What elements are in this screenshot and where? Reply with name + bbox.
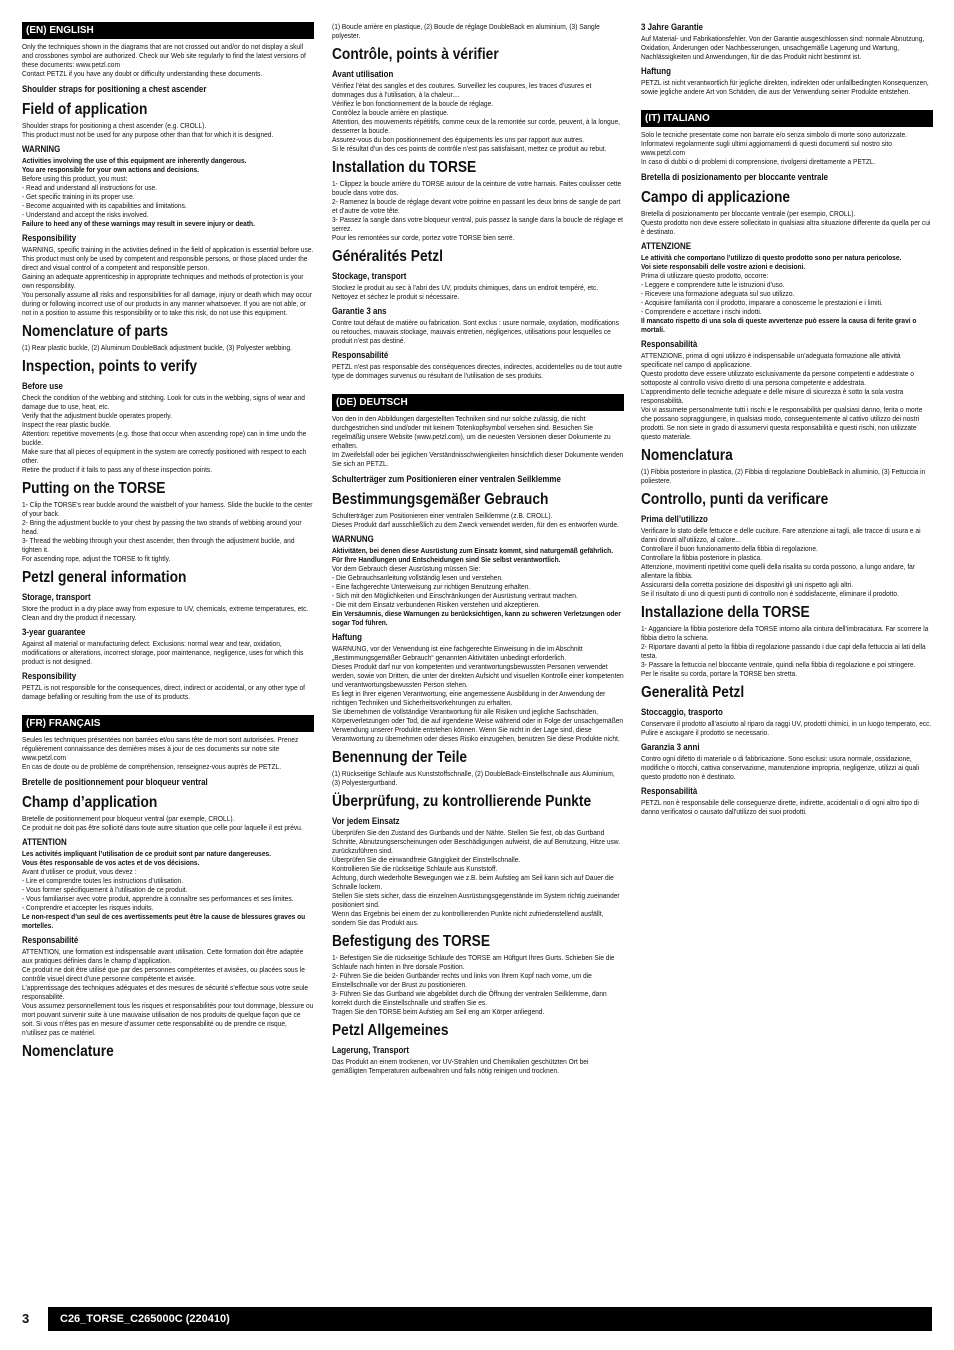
en-nomenclature-heading: Nomenclature of parts (22, 323, 169, 340)
it-field-text: Bretella di posizionamento per bloccante ventrale (per esempio, CROLL). Questo prodotto non deve essere sollecitato in qualsiasi altra situazione differente da quella per cui è destinato. (641, 209, 931, 236)
it-before-use-text: Verificare lo stato delle fettucce e delle cuciture. Fare attenzione ai tagli, alle tracce di usura e ai danni dovuti all’utilizzo, al calore... Controllare il buon funzionamento della fibbia di regolazione. Controllare la fibbia posteriore in plastica. Attenzione, movimenti ripetitivi come quelli della risalita su corda possono, a lungo andare, far allentare la fibbia. Assicurarsi della corretta posizione dei dispositivi gli uni rispetto agli altri. Se il risultato di uno di questi punti di controllo non è soddisfacente, eliminare il prodotto. (641, 526, 921, 598)
de-warning-heading: WARNUNG (332, 534, 374, 544)
de-warning-bold-2: Ein Versäumnis, diese Warnungen zu berücksichtigen, kann zu schweren Verletzungen oder sogar Tod führen. (332, 609, 621, 627)
it-guarantee-text: Contro ogni difetto di materiale o di fabbricazione. Sono esclusi: usura normale, ossidazione, modifiche o ritocchi, cattiva conservazione, manutenzione impropria, negligenze, utilizzi ai quali questo prodotto non è destinato. (641, 754, 920, 781)
fr-subtitle: Bretelle de positionnement pour bloqueur ventral (22, 777, 208, 787)
en-warning-bold-1: Activities involving the use of this equipment are inherently dangerous. You are responsible for your own actions and decisions. (22, 156, 247, 174)
en-storage-heading: Storage, transport (22, 592, 91, 602)
en-responsibility-heading: Responsibility (22, 233, 77, 243)
de-check-heading: Überprüfung, zu kontrollierende Punkte (332, 793, 592, 810)
language-header-en: (EN) ENGLISH (22, 22, 314, 39)
de-liability-heading: Haftung (332, 632, 362, 642)
de-intro: Von den in den Abbildungen dargestellten Techniken sind nur solche zulässig, die nicht durchgestrichen sind und/oder mit keinem Totenkopfsymbol versehen sind. Besuchen Sie regelmäßig unsere Website (www.petzl.com), um die neuesten Versionen dieser Dokumente zu erhalten. Im Zweifelsfall oder bei jeglichen Verständnisschwierigkeiten hinsichtlich dieser Dokumente wenden Sie sich an PETZL. (332, 414, 624, 468)
en-nomenclature-text: (1) Rear plastic buckle, (2) Aluminum DoubleBack adjustment buckle, (3) Polyester webbing. (22, 343, 292, 352)
de-liability-text: WARNUNG, vor der Verwendung ist eine fachgerechte Einweisung in die im Abschnitt „Bestimmungsgemäßer Gebrauch“ genannten Aktivitäten unbedingt erforderlich. Dieses Produkt darf nur von kompetenten und verantwortungsbewussten Personen verwendet werden, sowie von Dritten, die unter der direkten Aufsicht und visuellen Kontrolle einer kompetenten und verantwortungsbewussten Person stehen. Es liegt in Ihrer eigenen Verantwortung, eine angemessene Ausbildung in der Anwendung der richtigen Techniken und Sicherheitsvorkehrungen zu erhalten. Sie übernehmen die vollständige Verantwortung für alle Risiken und jegliche Sachschäden, Körperverletzungen oder Tod, die auf irgendeine Weise während oder in Folge der unsachgemäßen Verwendung unserer Produkte entstehen können. Wenn Sie nicht in der Lage sind, diese Verantwortung zu übernehmen oder dieses Risiko einzugehen, benutzen Sie diese Produkte nicht. (332, 644, 624, 743)
it-responsibility-2-heading: Responsabilità (641, 786, 698, 796)
en-warning-text: Before using this product, you must: - Read and understand all instructions for use. - Get specific training in its proper use. - Become acquainted with its capabilities and limitations. - Understand and accept the risks involved. (22, 174, 187, 219)
it-before-use-heading: Prima dell’utilizzo (641, 514, 708, 524)
it-storage-heading: Stoccaggio, trasporto (641, 707, 723, 717)
column-2 (332, 22, 624, 1292)
de-general-heading: Petzl Allgemeines (332, 1022, 449, 1039)
de-fixing-heading: Befestigung des TORSE (332, 933, 491, 950)
it-nomenclature-heading: Nomenclatura (641, 447, 733, 464)
fr-intro: Seules les techniques présentées non barrées et/ou sans tête de mort sont autorisées. Prenez régulièrement connaissance des dernières mises à jour de ces documents sur notre site www.petzl.com En cas de doute ou de problème de compréhension, renseignez-vous auprès de PETZL. (22, 735, 299, 771)
de-nomenclature-heading: Benennung der Teile (332, 749, 468, 766)
en-field-text: Shoulder straps for positioning a chest ascender (e.g. CROLL). This product must not be used for any purpose other than that for which it is designed. (22, 121, 274, 139)
fr-storage-text: Stockez le produit au sec à l’abri des UV, produits chimiques, dans un endroit tempéré, etc. Nettoyez et séchez le produit si nécessaire. (332, 283, 599, 301)
de-liability-2-text: PETZL ist nicht verantwortlich für jegliche direkten, indirekten oder unfallbedingten Konsequenzen, sowie jegliche andere Art von Schäden, die aus der Verwendung seiner Produkte entstehen. (641, 78, 929, 96)
de-warning-bold-1: Aktivitäten, bei denen diese Ausrüstung zum Einsatz kommt, sind naturgemäß gefährlich. Für Ihre Handlungen und Entscheidungen sind Sie selbst verantwortlich. (332, 546, 614, 564)
fr-field-text: Bretelle de positionnement pour bloqueur ventral (par exemple, CROLL). Ce produit ne doit pas être sollicité dans toute autre situation que celle pour laquelle il est prévu. (22, 814, 303, 832)
it-control-heading: Controllo, punti da verificare (641, 491, 829, 508)
en-inspection-heading: Inspection, points to verify (22, 358, 198, 375)
de-field-text: Schulterträger zum Positionieren einer ventralen Seilklemme (z.B. CROLL). Dieses Produkt darf ausschließlich zu dem Zweck verwendet werden, für den es entworfen wurde. (332, 511, 619, 529)
it-responsibility-heading: Responsabilità (641, 339, 698, 349)
fr-storage-heading: Stockage, transport (332, 271, 407, 281)
en-before-use-heading: Before use (22, 381, 63, 391)
de-field-heading: Bestimmungsgemäßer Gebrauch (332, 491, 549, 508)
it-subtitle: Bretella di posizionamento per bloccante ventrale (641, 172, 829, 182)
en-warning-bold-2: Failure to heed any of these warnings may result in severe injury or death. (22, 219, 255, 228)
en-field-heading: Field of application (22, 101, 148, 118)
fr-attention-bold-1: Les activités impliquant l’utilisation de ce produit sont par nature dangereuses. Vous êtes responsable de vos actes et de vos décisions. (22, 849, 272, 867)
fr-attention-text: Avant d’utiliser ce produit, vous devez : - Lire et comprendre toutes les instructions d’utilisation. - Vous former spécifiquement à l’utilisation de ce produit. - Vous familiariser avec votre produit, apprendre à connaître ses performances et ses limites. - Comprendre et accepter les risques induits. (22, 867, 294, 912)
it-field-heading: Campo di applicazione (641, 189, 791, 206)
fr-general-heading: Généralités Petzl (332, 248, 443, 265)
fr-responsibility-2-heading: Responsabilité (332, 350, 389, 360)
fr-responsibility-2-text: PETZL n’est pas responsable des conséquences directes, indirectes, accidentelles ou de tout autre type de dommages survenus ou résultant de l’utilisation de ses produits. (332, 362, 622, 380)
fr-attention-bold-2: Le non-respect d’un seul de ces avertissements peut être la cause de blessures graves ou mortelles. (22, 912, 306, 930)
fr-before-use-text: Vérifiez l’état des sangles et des coutures. Surveillez les coupures, les traces d’usures et dommages dus à l’utilisation, à la chaleur.... Vérifiez le bon fonctionnement de la boucle de réglage. Contrôlez la boucle arrière en plastique. Attention, des mouvements répétitifs, comme ceux de la remontée sur corde, peuvent, à la longue, desserrer la boucle. Assurez-vous du bon positionnement des équipements les uns par rapport aux autres. Si le résultat d’un des ces points de contrôle n’est pas satisfaisant, mettez ce produit au rebut. (332, 81, 620, 153)
en-storage-text: Store the product in a dry place away from exposure to UV, chemicals, extreme temperatures, etc. Clean and dry the product if necessary. (22, 604, 309, 622)
en-responsibility-2-heading: Responsibility (22, 671, 77, 681)
column-1 (22, 22, 314, 1292)
document-reference: C26_TORSE_C265000C (220410) (48, 1307, 932, 1331)
fr-responsibility-text: ATTENTION, une formation est indispensable avant utilisation. Cette formation doit être adaptée aux pratiques définies dans le champ d’application. Ce produit ne doit être utilisé que par des personnes compétentes et avisées, ou placées sous le contrôle visuel direct d’une personne compétente et avisée. L’apprentissage des techniques adéquates et des mesures de sécurité s’effectue sous votre seule responsabilité. Vous assumez personnellement tous les risques et responsabilités pour tout dommage, blessure ou mort pouvant survenir suite à une mauvaise utilisation de nos produits de quelque façon que ce soit. Si vous n’êtes pas en mesure d’assumer cette responsabilité ou de prendre ce risque, n’utilisez pas ce matériel. (22, 947, 314, 1037)
page-footer (22, 1307, 932, 1331)
it-installation-heading: Installazione della TORSE (641, 604, 810, 621)
page-number: 3 (22, 1311, 30, 1326)
fr-guarantee-text: Contre tout défaut de matière ou fabrication. Sont exclus : usure normale, oxydation, modifications ou retouches, mauvais stockage, mauvais entretien, négligences, utilisations pour lesquelles ce produit n’est pas destiné. (332, 318, 619, 345)
de-storage-text: Das Produkt an einem trockenen, vor UV-Strahlen und Chemikalien geschützten Ort bei gemäßigten Temperaturen aufbewahren und falls nötig reinigen und trocknen. (332, 1057, 589, 1075)
en-putting-on-heading: Putting on the TORSE (22, 480, 166, 497)
it-nomenclature-text: (1) Fibbia posteriore in plastica, (2) Fibbia di regolazione DoubleBack in alluminio, (3) Fettuccia in poliestere. (641, 467, 926, 485)
it-attention-text: Prima di utilizzare questo prodotto, occorre: - Leggere e comprendere tutte le istruzioni d’uso. - Ricevere una formazione adeguata sul suo utilizzo. - Acquisire familiarità con il prodotto, imparare a conoscerne le prestazioni e i limiti. - Comprendere e accettare i rischi indotti. (641, 271, 883, 316)
it-attention-heading: ATTENZIONE (641, 241, 692, 251)
it-general-heading: Generalità Petzl (641, 684, 745, 701)
de-guarantee-text: Auf Material- und Fabrikationsfehler. Von der Garantie ausgeschlossen sind: normale Abnutzung, Oxidation, Änderungen oder Nachbesserungen, unsachgemäße Lagerung und Wartung, Nachlässigkeiten und Anwendungen, für die das Produkt nicht bestimmt ist. (641, 34, 925, 61)
fr-nomenclature-heading: Nomenclature (22, 1043, 114, 1060)
it-attention-bold-1: Le attività che comportano l’utilizzo di questo prodotto sono per natura pericolose. Voi siete responsabili delle vostre azioni e decisioni. (641, 253, 902, 271)
de-fixing-text: 1- Befestigen Sie die rückseitige Schlaufe des TORSE am Hüftgurt Ihres Gurts. Schieben Sie die Schlaufe nach hinten in Ihre dorsale Position. 2- Führen Sie die beiden Gurtbänder rechts und links von Ihrem Kopf nach vorne, um die Einstellschnalle vor der Brust zu positionieren. 3- Führen Sie das Gurtband wie abgebildet durch die Öffnung der ventralen Seilklemme, dann korrekt durch die Einstellschnalle und straffen Sie es. Tragen Sie den TORSE beim Aufstieg am Seil eng am Körper anliegend. (332, 953, 615, 1016)
en-responsibility-2-text: PETZL is not responsible for the consequences, direct, indirect or accidental, or any other type of damage befalling or resulting from the use of its products. (22, 683, 305, 701)
de-nomenclature-text: (1) Rückseitige Schlaufe aus Kunststoffschnalle, (2) DoubleBack-Einstellschnalle aus Aluminium, (3) Polyestergurtband. (332, 769, 615, 787)
en-general-info-heading: Petzl general information (22, 569, 187, 586)
de-liability-2-heading: Haftung (641, 66, 671, 76)
en-subtitle: Shoulder straps for positioning a chest ascender (22, 84, 207, 94)
de-before-use-text: Überprüfen Sie den Zustand des Gurtbands und der Nähte. Stellen Sie fest, ob das Gurtband Schnitte, Abnutzungserscheinungen oder Beschädigungen aufweist, die auf Benutzung, Hitze usw. zurückzuführen sind. Überprüfen Sie die einwandfreie Gängigkeit der Einstellschnalle. Kontrollieren Sie die rückseitige Schlaufe aus Kunststoff. Achtung, durch wiederholte Bewegungen wie z.B. beim Aufstieg am Seil kann sich auf Dauer die Schnalle lockern. Stellen Sie stets sicher, dass die einzelnen Ausrüstungsgegenstände im System richtig zueinander positioniert sind. Wenn das Ergebnis bei einem der zu kontrollierenden Punkte nicht zufriedenstellend ausfällt, sondern Sie das Produkt aus. (332, 828, 621, 927)
en-intro: Only the techniques shown in the diagrams that are not crossed out and/or do not display a skull and crossbones symbol are authorized. Check our Web site regularly to find the latest versions of these documents: www.petzl.com Contact PETZL if you have any doubt or difficulty understanding these documents. (22, 42, 306, 78)
de-subtitle: Schulterträger zum Positionieren einer ventralen Seilklemme (332, 474, 561, 484)
en-guarantee-heading: 3-year guarantee (22, 627, 86, 637)
fr-responsibility-heading: Responsabilité (22, 935, 79, 945)
column-3 (641, 22, 933, 1292)
fr-installation-text: 1- Clippez la boucle arrière du TORSE autour de la ceinture de votre harnais. Faites coulisser cette boucle dans votre dos. 2- Ramenez la boucle de réglage devant votre poitrine en passant les deux brins de sangle de part et d’autre de votre tête. 3- Passez la sangle dans votre bloqueur ventral, puis passez la sangle dans la boucle de réglage et serrez. Pour les remontées sur corde, portez votre TORSE bien serré. (332, 179, 623, 242)
en-responsibility-text: WARNING, specific training in the activities defined in the field of application is essential before use. This product must only be used by competent and responsible persons, or those placed under the direct and visual control of a competent and responsible person. Gaining an adequate apprenticeship in appropriate techniques and methods of protection is your own responsibility. You personally assume all risks and responsibilities for all damage, injury or death which may occur during or following incorrect use of our products in any manner whatsoever. If you are not able, or not in a position to assume this responsibility or to take this risk, do not use this equipment. (22, 245, 314, 317)
en-guarantee-text: Against all material or manufacturing defect. Exclusions: normal wear and tear, oxidation, modifications or alterations, incorrect storage, poor maintenance, negligence, uses for which this product is not designed. (22, 639, 304, 666)
en-warning-heading: WARNING (22, 144, 61, 154)
fr-nomenclature-text: (1) Boucle arrière en plastique, (2) Boucle de réglage DoubleBack en aluminium, (3) Sangle polyester. (332, 22, 600, 40)
en-before-use-text: Check the condition of the webbing and stitching. Look for cuts in the webbing, signs of wear and damage due to use, heat, etc. Verify that the adjustment buckle operates properly. Inspect the rear plastic buckle. Attention: repetitive movements (e.g. those that occur when ascending rope) can in time undo the buckle. Make sure that all pieces of equipment in the system are correctly positioned with respect to each other. Retire the product if it fails to pass any of these inspection points. (22, 393, 307, 474)
fr-attention-heading: ATTENTION (22, 837, 67, 847)
it-responsibility-text: ATTENZIONE, prima di ogni utilizzo è indispensabile un’adeguata formazione alle attività specificate nel campo di applicazione. Questo prodotto deve essere utilizzato esclusivamente da persone competenti e addestrate o sottoposte al controllo visivo diretto di una persona competente e addestrata. L’apprendimento delle tecniche adeguate e delle misure di sicurezza è sotto la sola vostra responsabilità. Voi vi assumete personalmente tutti i rischi e le responsabilità per qualsiasi danno, ferita o morte che possano sopraggiungere, in qualsiasi modo, conseguentemente al cattivo utilizzo dei nostri prodotti. Se non siete in grado di assumervi questa responsabilità e questi rischi, non utilizzate questo materiale. (641, 351, 923, 441)
de-before-use-heading: Vor jedem Einsatz (332, 816, 400, 826)
it-installation-text: 1- Agganciare la fibbia posteriore della TORSE intorno alla cintura dell’imbracatura. Far scorrere la fibbia dietro la schiena. 2- Riportare davanti al petto la fibbia di regolazione passando i due capi della fettuccia ai lati della testa. 3- Passare la fettuccia nel bloccante ventrale, quindi nella fibbia di regolazione e poi stringere. Per le risalite su corda, portare la TORSE ben stretta. (641, 624, 929, 678)
fr-field-heading: Champ d’application (22, 794, 158, 811)
fr-installation-heading: Installation du TORSE (332, 159, 477, 176)
it-attention-bold-2: Il mancato rispetto di una sola di queste avvertenze può essere la causa di ferite gravi o mortali. (641, 316, 917, 334)
it-guarantee-heading: Garanzia 3 anni (641, 742, 700, 752)
fr-control-heading: Contrôle, points à vérifier (332, 46, 499, 63)
de-guarantee-heading: 3 Jahre Garantie (641, 22, 704, 32)
language-header-it: (IT) ITALIANO (641, 110, 933, 127)
it-responsibility-2-text: PETZL non è responsabile delle conseguenze dirette, indirette, accidentali o di ogni altro tipo di danno verificatosi o causato dall’utilizzo dei suoi prodotti. (641, 798, 919, 816)
fr-guarantee-heading: Garantie 3 ans (332, 306, 387, 316)
de-storage-heading: Lagerung, Transport (332, 1045, 410, 1055)
language-header-de: (DE) DEUTSCH (332, 394, 624, 411)
de-warning-text: Vor dem Gebrauch dieser Ausrüstung müssen Sie: - Die Gebrauchsanleitung vollständig lesen und verstehen. - Eine fachgerechte Unterweisung zur richtigen Benutzung erhalten. - Sich mit den Möglichkeiten und Einschränkungen der Ausrüstung vertraut machen. - Die mit dem Einsatz verbundenen Risiken verstehen und akzeptieren. (332, 564, 578, 609)
en-putting-on-text: 1- Clip the TORSE's rear buckle around the waistbelt of your harness. Slide the buckle to the center of your back. 2- Bring the adjustment buckle to your chest by passing the two strands of webbing around your head. 3- Thread the webbing through your chest ascender, then through the adjustment buckle, and tighten it. For ascending rope, adjust the TORSE to fit tightly. (22, 500, 313, 563)
it-intro: Solo le tecniche presentate come non barrate e/o senza simbolo di morte sono autorizzate. Informatevi regolarmente sugli ultimi aggiornamenti di questi documenti sul nostro sito www.petzl.com In caso di dubbi o di problemi di comprensione, rivolgersi direttamente a PETZL. (641, 130, 907, 166)
it-storage-text: Conservare il prodotto all’asciutto al riparo da raggi UV, prodotti chimici, in un luogo temperato, ecc. Pulire e asciugare il prodotto se necessario. (641, 719, 932, 737)
fr-before-use-heading: Avant utilisation (332, 69, 394, 79)
language-header-fr: (FR) FRANÇAIS (22, 715, 314, 732)
